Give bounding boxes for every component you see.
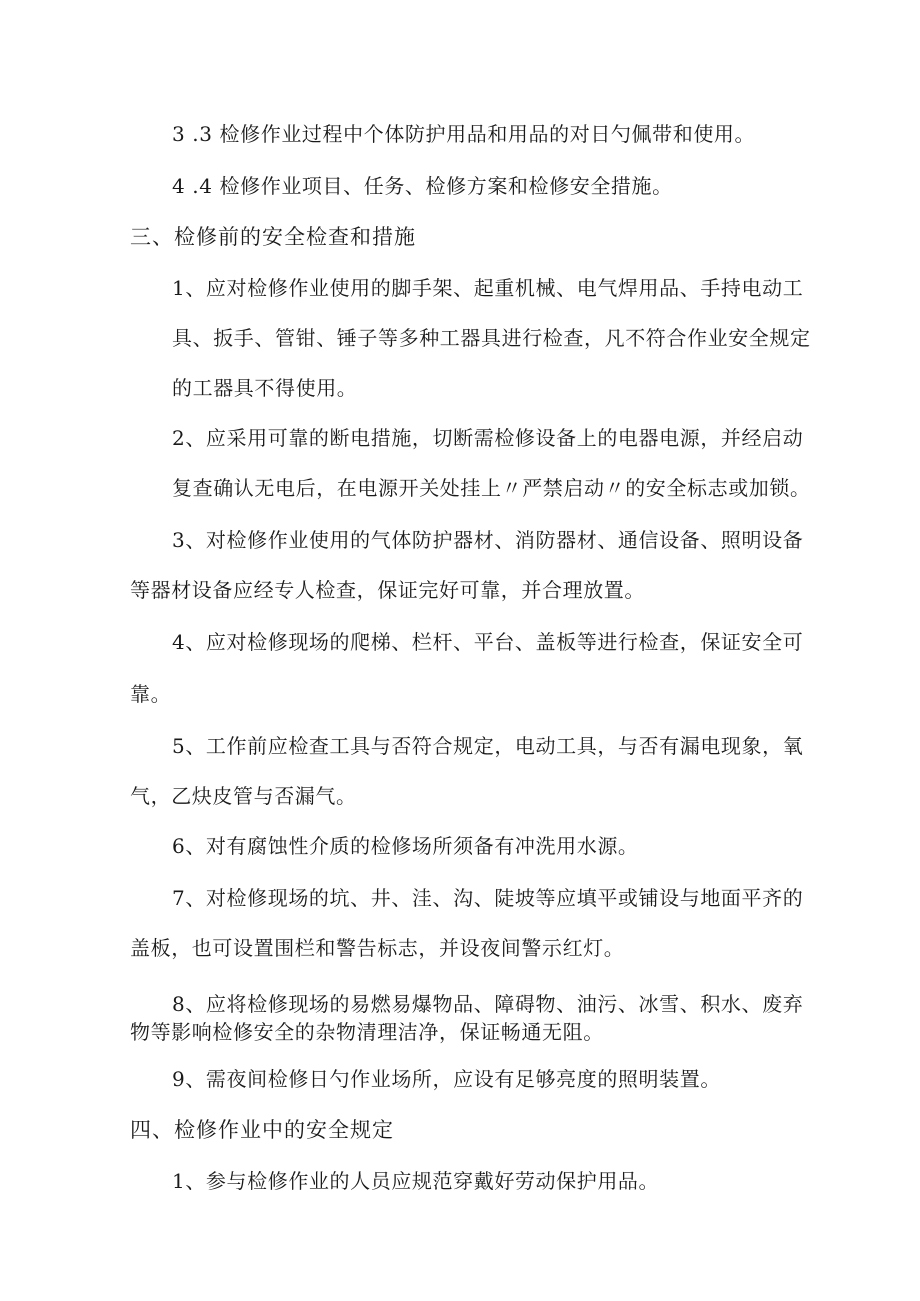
paragraph-1-line-1: 1、应对检修作业使用的脚手架、起重机械、电气焊用品、手持电动工 (172, 276, 804, 300)
paragraph-5-line-1: 5、工作前应检查工具与否符合规定，电动工具，与否有漏电现象，氧 (172, 734, 804, 758)
paragraph-3-line-2: 等器材设备应经专人检查，保证完好可靠，并合理放置。 (130, 578, 645, 602)
paragraph-2-line-1: 2、应采用可靠的断电措施，切断需检修设备上的电器电源，并经启动 (172, 426, 804, 450)
paragraph-7-line-1: 7、对检修现场的坑、井、洼、沟、陡坡等应填平或铺设与地面平齐的 (172, 886, 804, 910)
paragraph-8-line-1: 8、应将检修现场的易燃易爆物品、障碍物、油污、冰雪、积水、废弃 (172, 992, 804, 1016)
section-heading-3: 三、检修前的安全检查和措施 (130, 225, 416, 249)
paragraph-9: 9、需夜间检修日勺作业场所，应设有足够亮度的照明装置。 (172, 1067, 721, 1091)
section-heading-4: 四、检修作业中的安全规定 (130, 1118, 394, 1142)
paragraph-6: 6、对有腐蚀性介质的检修场所须备有冲洗用水源。 (172, 834, 639, 858)
paragraph-4-line-1: 4、应对检修现场的爬梯、栏杆、平台、盖板等进行检查，保证安全可 (172, 630, 804, 654)
paragraph-2-line-2: 复查确认无电后，在电源开关处挂上〃严禁启动〃的安全标志或加锁。 (172, 476, 811, 500)
section-4-item-1: 1、参与检修作业的人员应规范穿戴好劳动保护用品。 (172, 1169, 660, 1193)
paragraph-7-line-2: 盖板，也可设置围栏和警告标志，并设夜间警示红灯。 (130, 936, 625, 960)
paragraph-5-line-2: 气，乙炔皮管与否漏气。 (130, 784, 357, 808)
paragraph-1-line-3: 的工器具不得使用。 (172, 376, 358, 400)
paragraph-8-line-2: 物等影响检修安全的杂物清理洁净，保证畅通无阻。 (130, 1020, 604, 1044)
paragraph-3-line-1: 3、对检修作业使用的气体防护器材、消防器材、通信设备、照明设备 (172, 528, 804, 552)
paragraph-4-line-2: 靠。 (130, 682, 172, 706)
item-3-3: 3 .3 检修作业过程中个体防护用品和用品的对日勺佩带和使用。 (172, 122, 756, 146)
paragraph-1-line-2: 具、扳手、管钳、锤子等多种工器具进行检查，凡不符合作业安全规定 (172, 326, 811, 350)
item-4-4: 4 .4 检修作业项目、任务、检修方案和检修安全措施。 (172, 174, 673, 198)
